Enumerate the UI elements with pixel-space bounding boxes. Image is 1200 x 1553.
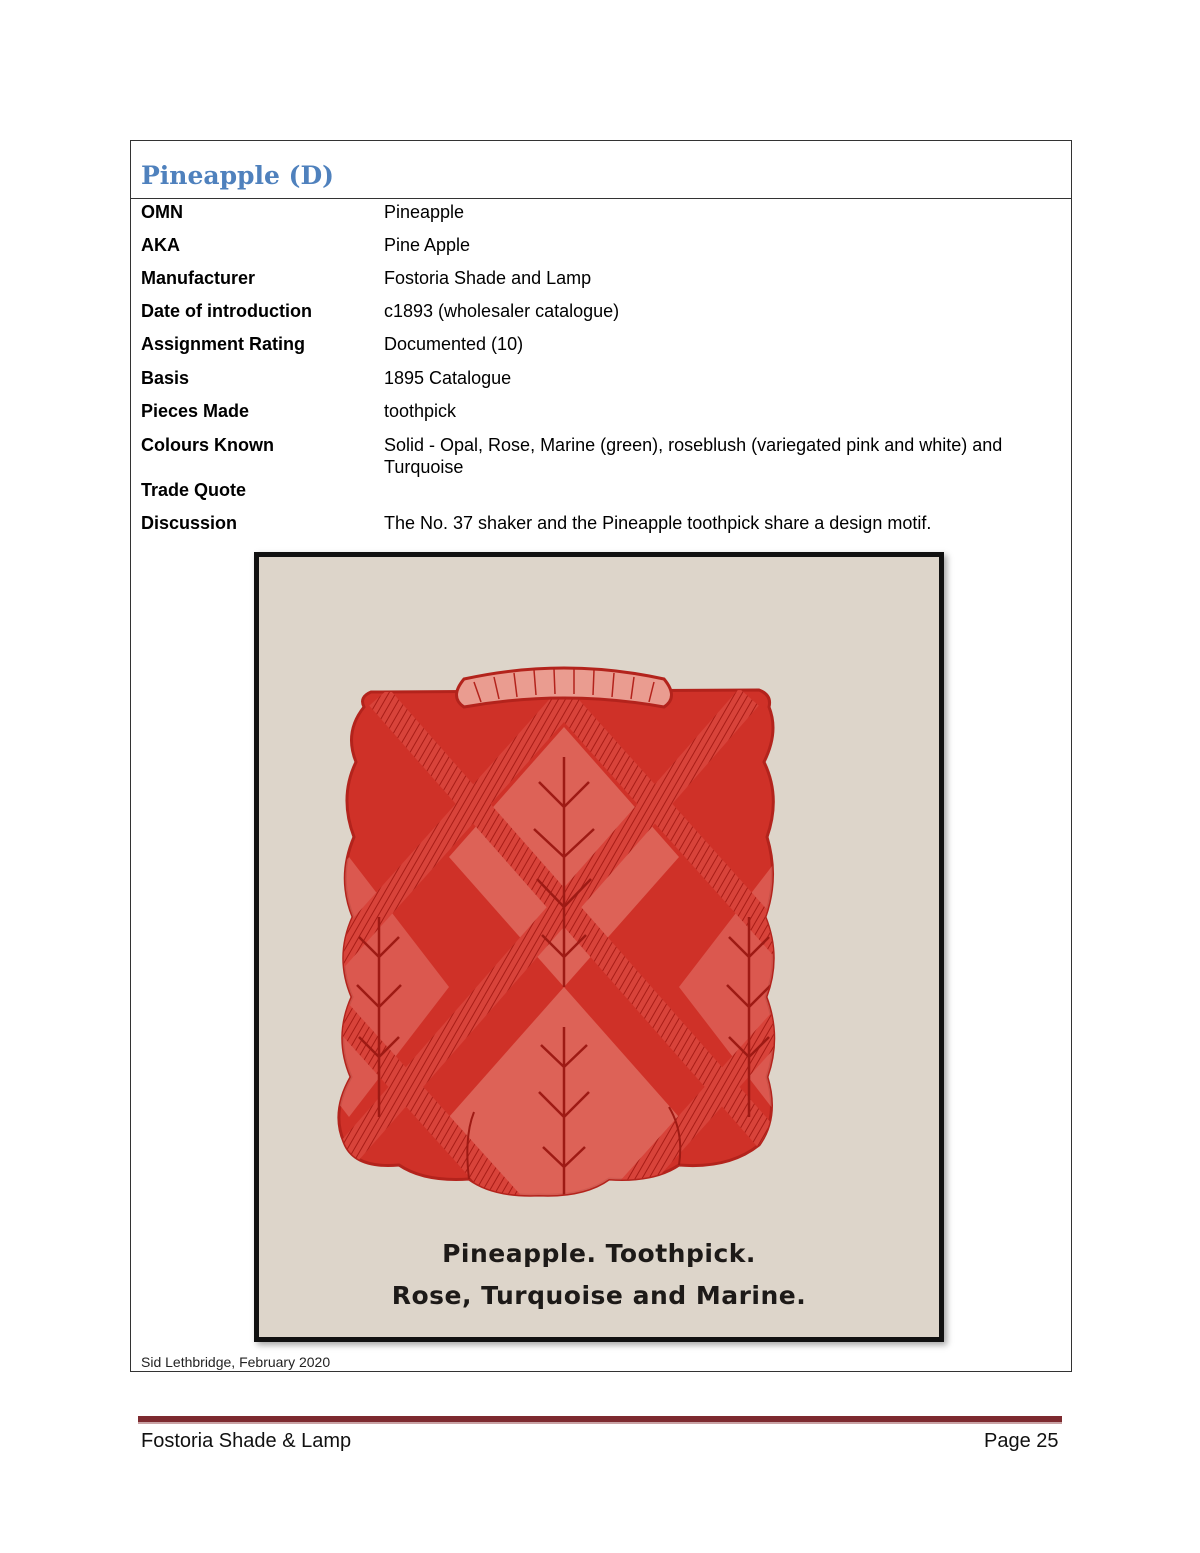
field-label: OMN [141,202,183,222]
entry-title: Pineapple (D) [141,161,334,190]
entry-frame [130,140,1072,1372]
field-label: Manufacturer [141,268,256,288]
footer-divider [138,1416,1062,1424]
plate-caption-title: Pineapple. Toothpick. [442,1239,756,1268]
field-value: Solid - Opal, Rose, Marine (green), roseblush (variegated pink and white) and Turquoise [384,435,1003,477]
title-divider [131,198,1071,199]
page-number: Page 25 [984,1430,1059,1452]
author-credit: Sid Lethbridge, February 2020 [141,1354,331,1370]
field-label: Colours Known [141,435,274,455]
toothpick-drawing [259,557,939,1337]
field-value: Fostoria Shade and Lamp [384,268,592,288]
field-label: Discussion [141,513,238,533]
field-label: Assignment Rating [141,334,306,354]
field-label: Pieces Made [141,401,250,421]
plate-caption-colours: Rose, Turquoise and Marine. [391,1281,807,1310]
field-value: Documented (10) [384,334,524,354]
field-value: Pineapple [384,202,465,222]
field-label: Trade Quote [141,480,247,500]
field-value: The No. 37 shaker and the Pineapple toothpick share a design motif. [384,513,932,533]
field-value: c1893 (wholesaler catalogue) [384,301,620,321]
field-value: toothpick [384,401,457,421]
footer-book-title: Fostoria Shade & Lamp [141,1430,352,1452]
field-value: 1895 Catalogue [384,368,512,388]
catalogue-illustration [254,552,944,1342]
field-label: Date of introduction [141,301,312,321]
field-label: AKA [141,235,180,255]
field-label: Basis [141,368,190,388]
field-value: Pine Apple [384,235,471,255]
